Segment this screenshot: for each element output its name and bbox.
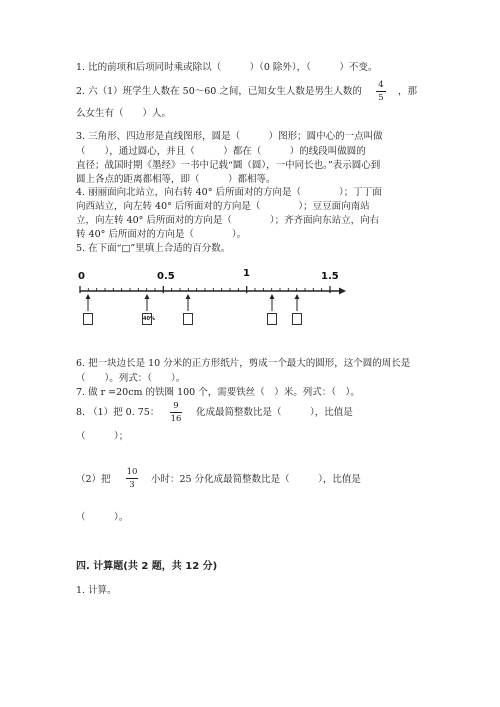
calc-question-1: 1. 计算。 xyxy=(76,585,117,596)
number-line-label-1: 1 xyxy=(243,268,250,279)
question-2-line-1: 2. 六（1）班学生人数在 50～60 之间，已知女生人数是男生人数的 xyxy=(76,86,362,97)
question-7: 7. 做 r =20cm 的铁圈 100 个，需要铁丝（ ）米。列式：（ ）。 xyxy=(76,387,360,398)
answer-box-4[interactable] xyxy=(267,313,277,325)
arrow-up-icon xyxy=(186,294,191,311)
fraction-bar xyxy=(170,412,182,413)
question-8-part-1-line-1-tail: 化成最简整数比是（ ），比值是 xyxy=(196,407,353,418)
question-4-line-2: 向西站立，向左转 40° 后所面对的方向是（ ）；豆豆面向南站 xyxy=(76,201,370,212)
arrow-up-icon xyxy=(86,294,91,311)
answer-box-1[interactable] xyxy=(83,313,93,325)
fraction-nine-sixteenths xyxy=(170,401,182,424)
question-6-line-2: （ ）。列式：（ ）。 xyxy=(76,373,186,384)
question-8-part-1-line-1: 8. （1）把 0. 75： xyxy=(76,407,160,418)
fraction-numerator: 4 xyxy=(378,80,384,90)
question-3-line-3: 直径；战国时期《墨经》一书中记载“圜（圆），一中同长也。”表示圆心到 xyxy=(76,160,381,171)
fraction-numerator: 10 xyxy=(126,467,138,477)
question-3-line-4: 圆上各点的距离都相等，即（ ）都相等。 xyxy=(76,174,276,185)
question-6-line-1: 6. 把一块边长是 10 分米的正方形纸片，剪成一个最大的圆形，这个圆的周长是 xyxy=(76,358,411,369)
number-line-label-1-5: 1.5 xyxy=(321,271,339,282)
question-2-line-1-tail: ，那 xyxy=(398,86,418,97)
question-4-line-1: 4. 丽丽面向北站立，向右转 40° 后所面对的方向是（ ）；丁丁面 xyxy=(76,187,382,198)
question-8-part-2-line-2: （ ）。 xyxy=(76,512,129,523)
fraction-bar xyxy=(126,478,138,479)
section-4-heading: 四. 计算题(共 2 题，共 12 分) xyxy=(76,561,218,572)
fraction-denominator: 5 xyxy=(378,93,384,103)
question-1: 1. 比的前项和后项同时乘或除以（ ）（0 除外），（ ）不变。 xyxy=(76,62,378,73)
fraction-denominator: 3 xyxy=(129,480,135,490)
question-8-part-2-line-1-tail: 小时：25 分化成最简整数比是（ ），比值是 xyxy=(151,474,361,485)
number-line-label-0: 0 xyxy=(78,271,85,282)
question-8-part-2-line-1: （2）把 xyxy=(76,474,111,485)
number-line-label-0-5: 0.5 xyxy=(157,271,175,282)
answer-box-5[interactable] xyxy=(292,313,302,325)
arrow-up-icon xyxy=(270,294,275,311)
fraction-ten-thirds xyxy=(126,467,138,490)
question-5: 5. 在下面“□”里填上合适的百分数。 xyxy=(76,243,231,254)
fraction-denominator: 16 xyxy=(170,414,182,424)
arrow-up-icon xyxy=(145,294,150,311)
answer-box-2-filled: 40% xyxy=(142,313,152,325)
answer-box-3[interactable] xyxy=(183,313,193,325)
number-line-ticks xyxy=(80,286,330,293)
question-8-part-1-line-2: （ ）； xyxy=(76,431,129,442)
fraction-numerator: 9 xyxy=(173,401,179,411)
question-4-line-4: 转 40° 后所面对的方向是（ ）。 xyxy=(76,229,247,240)
question-3-line-2: （ ），通过圆心，并且（ ）都在（ ）的线段叫做圆的 xyxy=(76,146,366,157)
number-line-pointer-arrows xyxy=(86,294,300,311)
question-2-line-2: 么女生有（ ）人。 xyxy=(76,108,172,119)
question-3-line-1: 3. 三角形、四边形是直线图形，圆是（ ）图形；圆中心的一点叫做 xyxy=(76,131,383,142)
question-4-line-3: 立，向左转 40° 后所面对的方向是（ ）；齐齐面向东站立，向右 xyxy=(76,215,380,226)
arrow-up-icon xyxy=(295,294,300,311)
